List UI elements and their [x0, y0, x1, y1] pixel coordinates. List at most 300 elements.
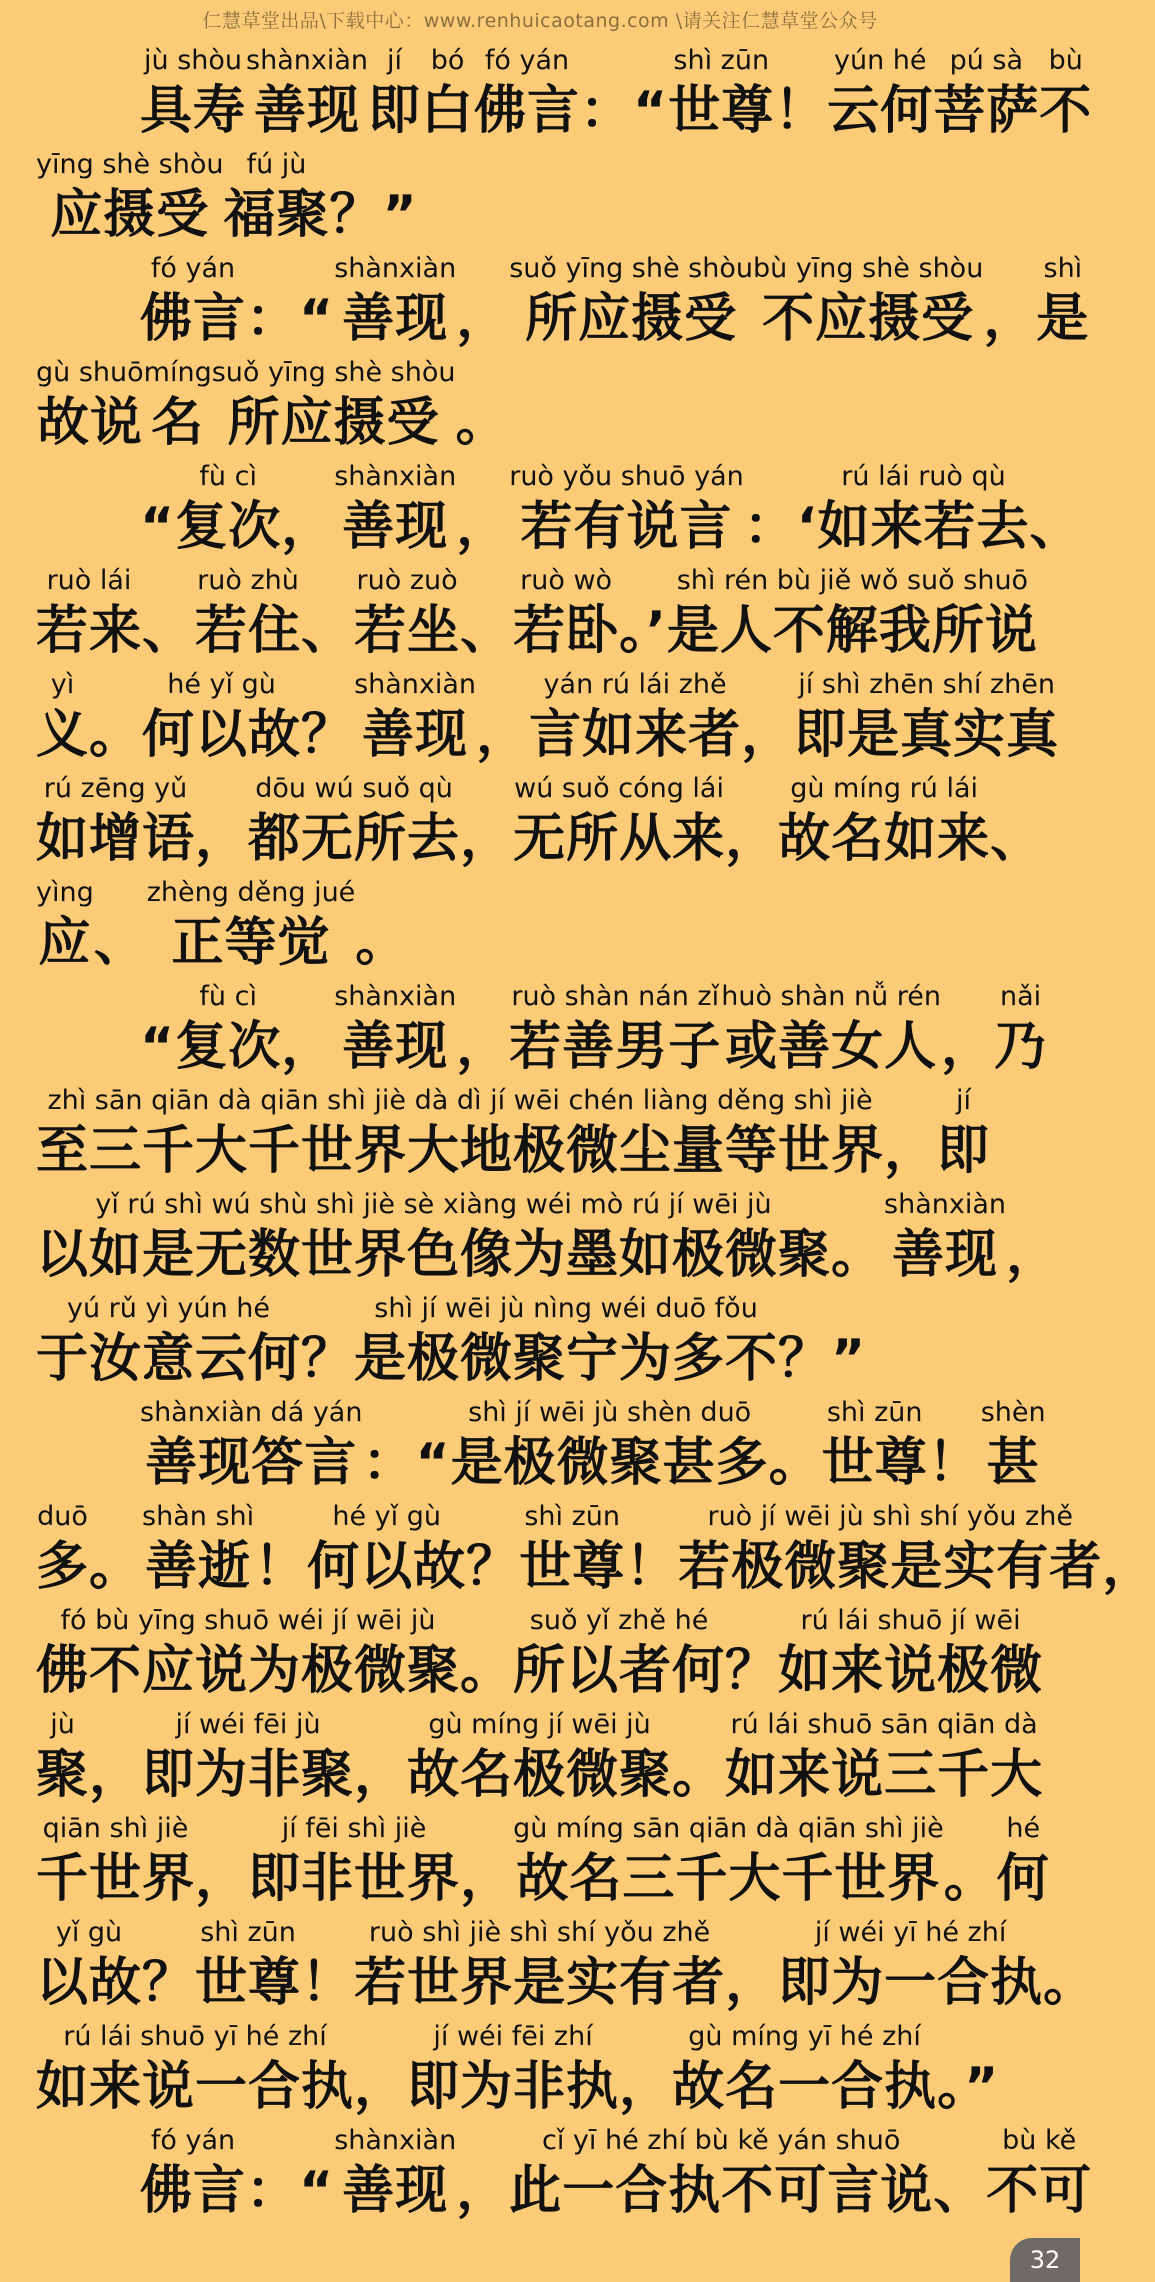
ruby-group — [1006, 1190, 1059, 1290]
text-line — [36, 2022, 1046, 2126]
pinyin — [625, 1502, 678, 1532]
hanzi: 何以故 — [307, 1537, 467, 1597]
text-line — [36, 774, 1046, 878]
ruby-group — [983, 254, 1036, 354]
ruby-group — [941, 982, 994, 1082]
ruby-group — [625, 1502, 678, 1602]
pinyin: rú lái shuō sān qiān dà — [730, 1709, 1038, 1740]
ruby-group — [474, 46, 580, 146]
page-header: 仁慧草堂出品\下载中心：www.renhuicaotang.com \请关注仁慧草堂公众号 — [202, 10, 878, 32]
pinyin — [142, 566, 195, 596]
hanzi: 应摄受 — [50, 185, 210, 245]
ruby-group — [36, 774, 195, 874]
pinyin — [933, 2126, 986, 2156]
ruby-group — [619, 566, 667, 666]
hanzi: “ — [140, 1017, 176, 1077]
pinyin — [778, 1294, 866, 1324]
ruby-group — [36, 1502, 89, 1602]
pinyin: fó yán — [484, 45, 570, 76]
pinyin: shànxiàn — [884, 1189, 1007, 1220]
pinyin — [140, 982, 175, 1012]
hanzi: 如增语 — [36, 809, 196, 869]
pinyin — [990, 774, 1043, 804]
ruby-group — [725, 1710, 1043, 1810]
text-line — [36, 1398, 1046, 1502]
hanzi: ， — [281, 1017, 335, 1077]
pinyin: suǒ yīng shè shòu — [509, 253, 753, 284]
pinyin — [725, 774, 778, 804]
hanzi: ：“ — [246, 2161, 335, 2221]
pinyin — [89, 1710, 142, 1740]
hanzi: ， — [89, 1745, 143, 1805]
pinyin: zhèng děng jué — [146, 877, 356, 908]
hanzi: 若有说言 — [520, 497, 733, 557]
ruby-group — [301, 1294, 354, 1394]
pinyin: gù míng sān qiān dà qiān shì jiè — [513, 1813, 944, 1844]
hanzi: 、 — [1029, 497, 1083, 557]
pinyin: gù shuō — [36, 357, 144, 388]
ruby-group — [509, 462, 744, 562]
ruby-group — [466, 1502, 519, 1602]
pinyin — [254, 1502, 307, 1532]
pinyin: duō — [37, 1501, 88, 1532]
ruby-group — [301, 670, 354, 770]
hanzi: 故说 — [36, 393, 143, 453]
pinyin: ruò lái — [46, 565, 132, 596]
pinyin — [460, 774, 513, 804]
pinyin — [1043, 1918, 1096, 1948]
hanzi: ， — [1006, 1225, 1060, 1285]
hanzi: 、 — [933, 2161, 987, 2221]
hanzi: 甚 — [986, 1433, 1040, 1493]
ruby-group — [94, 878, 147, 978]
pinyin — [1030, 462, 1083, 492]
pinyin — [362, 1398, 450, 1428]
ruby-group — [721, 982, 941, 1082]
pinyin — [89, 670, 142, 700]
pinyin: shàn shì — [142, 1501, 255, 1532]
ruby-group — [580, 46, 668, 146]
ruby-group — [778, 1606, 1043, 1706]
pinyin: jí fēi shì jiè — [281, 1813, 427, 1844]
pinyin — [672, 1710, 725, 1740]
ruby-group — [1043, 1918, 1096, 2018]
ruby-group — [195, 566, 301, 666]
pinyin: shànxiàn — [354, 669, 477, 700]
ruby-group — [281, 982, 334, 1082]
pinyin — [246, 2126, 334, 2156]
hanzi: ， — [281, 497, 335, 557]
ruby-group — [672, 1710, 725, 1810]
ruby-group — [1039, 46, 1092, 146]
pinyin — [774, 46, 827, 76]
hanzi: 是 — [1036, 289, 1090, 349]
ruby-group — [142, 1502, 254, 1602]
pinyin — [301, 566, 354, 596]
ruby-group — [1102, 1502, 1155, 1602]
hanzi: 善现 — [362, 705, 469, 765]
hanzi: ？ — [466, 1537, 520, 1597]
ruby-group — [36, 1918, 142, 2018]
ruby-group — [884, 1086, 937, 1186]
pinyin: shànxiàn dá yán — [140, 1397, 363, 1428]
pinyin: jí wéi fēi jù — [175, 1709, 321, 1740]
hanzi: 若善男子 — [509, 1017, 722, 1077]
pinyin: hé — [1006, 1813, 1041, 1844]
ruby-group — [456, 254, 509, 354]
hanzi: ！ — [927, 1433, 981, 1493]
hanzi: 以如是无数世界色像为墨如极微聚 — [36, 1225, 832, 1285]
hanzi: 此一合执不可言说 — [509, 2161, 934, 2221]
pinyin: suǒ yīng shè shòu — [211, 357, 456, 388]
pinyin: shì zūn — [200, 1917, 296, 1948]
pinyin: shèn — [980, 1397, 1046, 1428]
text-line — [36, 1086, 1046, 1190]
ruby-group — [668, 46, 774, 146]
hanzi: 故名一合执 — [672, 2057, 938, 2117]
hanzi: 所应摄受 — [525, 289, 738, 349]
hanzi: 千世界 — [36, 1849, 196, 1909]
hanzi: 如来说一合执 — [36, 2057, 355, 2117]
ruby-group — [884, 1190, 1006, 1290]
hanzi: 善现 — [254, 81, 361, 141]
pinyin: zhì sān qiān dà qiān shì jiè dà dì jí wēi chén liàng děng shì jiè — [47, 1085, 873, 1116]
pinyin — [884, 1086, 937, 1116]
pinyin: shì jí wēi jù nìng wéi duō fǒu — [374, 1293, 758, 1324]
ruby-group — [36, 566, 142, 666]
ruby-group — [281, 462, 334, 562]
ruby-group — [407, 2022, 619, 2122]
ruby-group — [246, 46, 368, 146]
pinyin: míng — [143, 357, 212, 388]
ruby-group — [513, 1606, 725, 1706]
hanzi: 。 — [943, 1849, 997, 1909]
hanzi: ， — [619, 2057, 673, 2117]
ruby-group — [981, 1398, 1046, 1498]
pinyin: cǐ yī hé zhí bù kě yán shuō — [542, 2125, 901, 2156]
ruby-group — [140, 1398, 362, 1498]
ruby-group — [460, 566, 513, 666]
ruby-group — [307, 1502, 466, 1602]
ruby-group — [142, 1918, 195, 2018]
ruby-group — [937, 1086, 990, 1186]
pinyin: jí shì zhēn shí zhēn — [798, 669, 1055, 700]
pinyin: yún hé — [834, 45, 927, 76]
ruby-group — [36, 2022, 354, 2122]
hanzi: 复次 — [175, 497, 282, 557]
hanzi: 若卧 — [513, 601, 620, 661]
ruby-group — [301, 1918, 354, 2018]
ruby-group — [619, 2022, 672, 2122]
hanzi: 世尊 — [519, 1537, 626, 1597]
hanzi: 如来说三千大 — [725, 1745, 1044, 1805]
ruby-group — [195, 774, 248, 874]
ruby-group — [741, 670, 794, 770]
pinyin — [140, 462, 175, 492]
pinyin — [460, 1814, 513, 1844]
pinyin: yǐ rú shì wú shù shì jiè sè xiàng wéi mò rú jí wēi jù — [95, 1189, 772, 1220]
pinyin — [301, 1294, 354, 1324]
ruby-group — [822, 1398, 928, 1498]
ruby-group — [928, 1398, 981, 1498]
pinyin — [944, 1814, 997, 1844]
hanzi: 或善女人 — [725, 1017, 938, 1077]
ruby-group — [725, 1606, 778, 1706]
hanzi: ：“ — [362, 1433, 451, 1493]
text-line — [36, 45, 1093, 150]
hanzi: 、 — [990, 809, 1044, 869]
ruby-group — [144, 358, 212, 458]
pinyin: gù míng jí wēi jù — [428, 1709, 651, 1740]
hanzi: 于汝意云何 — [36, 1329, 302, 1389]
text-line — [36, 358, 1046, 462]
hanzi: ， — [456, 497, 510, 557]
ruby-group — [827, 46, 933, 146]
pinyin: shànxiàn — [334, 253, 457, 284]
text-line — [36, 878, 1046, 982]
pinyin: shì zūn — [524, 1501, 621, 1532]
hanzi: ：“ — [580, 81, 669, 141]
hanzi: ， — [476, 705, 530, 765]
hanzi: 以故 — [36, 1953, 143, 2013]
pinyin — [456, 982, 509, 1012]
hanzi: 世尊 — [195, 1953, 302, 2013]
ruby-group — [195, 1814, 248, 1914]
pinyin — [466, 1502, 519, 1532]
ruby-group — [354, 1918, 725, 2018]
ruby-group — [362, 1398, 450, 1498]
ruby-group — [301, 566, 354, 666]
ruby-group — [36, 878, 94, 978]
hanzi: 、 — [460, 601, 514, 661]
hanzi: 乃 — [994, 1017, 1048, 1077]
hanzi: ， — [725, 809, 779, 869]
ruby-group — [456, 982, 509, 1082]
hanzi: 何 — [996, 1849, 1050, 1909]
pinyin — [725, 1606, 778, 1636]
pinyin: shì rén bù jiě wǒ suǒ shuō — [676, 565, 1029, 596]
hanzi: 若坐 — [354, 601, 461, 661]
pinyin: yīng shè shòu — [36, 149, 224, 180]
pinyin: jù shòu — [144, 45, 243, 76]
ruby-group — [774, 46, 827, 146]
hanzi: 至三千大千世界大地极微尘量等世界 — [36, 1121, 885, 1181]
hanzi: 若世界是实有者 — [354, 1953, 726, 2013]
pinyin: shànxiàn — [334, 981, 457, 1012]
hanzi: 佛言 — [140, 289, 247, 349]
pinyin — [619, 2022, 672, 2052]
pinyin: jí — [956, 1085, 972, 1116]
ruby-group — [509, 982, 721, 1082]
hanzi: 如来说极微 — [778, 1641, 1044, 1701]
pinyin — [456, 462, 509, 492]
text-line — [36, 1294, 1046, 1398]
ruby-group — [140, 2126, 246, 2226]
hanzi: 何以故 — [142, 705, 302, 765]
hanzi: ？ — [142, 1953, 196, 2013]
ruby-group — [997, 1814, 1050, 1914]
ruby-group — [36, 1086, 884, 1186]
ruby-group — [355, 878, 408, 978]
pinyin: rú zēng yǔ — [43, 773, 188, 804]
ruby-group — [36, 1606, 460, 1706]
ruby-group — [368, 46, 421, 146]
hanzi: 。 — [89, 1537, 143, 1597]
hanzi: 。 — [672, 1745, 726, 1805]
pinyin: fú jù — [246, 149, 307, 180]
pinyin: nǎi — [999, 981, 1042, 1012]
hanzi: 云何 — [827, 81, 934, 141]
ruby-group — [937, 2022, 999, 2122]
hanzi: 应 — [38, 913, 92, 973]
text-line — [36, 1189, 1060, 1294]
ruby-group — [89, 1710, 142, 1810]
ruby-group — [451, 1398, 769, 1498]
hanzi: 。 — [89, 705, 143, 765]
ruby-group — [334, 462, 456, 562]
pinyin: ruò jí wēi jù shì shí yǒu zhě — [707, 1501, 1073, 1532]
hanzi: 若住 — [195, 601, 302, 661]
hanzi: 。” — [937, 2057, 1000, 2117]
ruby-group — [1030, 462, 1083, 562]
hanzi: 故名极微聚 — [407, 1745, 673, 1805]
ruby-group — [334, 254, 456, 354]
ruby-group — [224, 150, 330, 250]
pinyin — [330, 150, 418, 180]
text-line — [36, 150, 1046, 254]
ruby-group — [36, 1294, 301, 1394]
ruby-group — [778, 774, 990, 874]
ruby-group — [933, 2126, 986, 2226]
ruby-group — [725, 1918, 778, 2018]
ruby-group — [513, 566, 619, 666]
ruby-group — [509, 254, 753, 354]
pinyin — [580, 46, 668, 76]
pinyin — [476, 670, 529, 700]
hanzi: 无所从来 — [513, 809, 726, 869]
hanzi: 正等觉 — [171, 913, 331, 973]
hanzi: 。 — [355, 913, 409, 973]
pinyin: rú lái shuō jí wēi — [800, 1605, 1021, 1636]
pinyin: jí wéi yī hé zhí — [814, 1917, 1007, 1948]
hanzi: 是人不解我所说 — [666, 601, 1038, 661]
hanzi: 即是真实真 — [794, 705, 1060, 765]
hanzi: 是极微聚宁为多不 — [354, 1329, 779, 1389]
pinyin — [741, 670, 794, 700]
ruby-group — [89, 670, 142, 770]
pinyin: jí — [387, 45, 403, 76]
pinyin — [456, 358, 509, 388]
ruby-group — [175, 982, 281, 1082]
pinyin: wú suǒ cóng lái — [514, 773, 724, 804]
pinyin — [983, 254, 1036, 284]
hanzi: ， — [354, 2057, 408, 2117]
hanzi: 都无所去 — [248, 809, 461, 869]
text-line — [36, 1917, 1097, 2022]
ruby-group — [36, 150, 224, 250]
ruby-group — [990, 774, 1043, 874]
pinyin: bó — [430, 45, 465, 76]
pinyin: gù míng rú lái — [790, 773, 979, 804]
ruby-group — [818, 462, 1030, 562]
pinyin: hé yǐ gù — [167, 669, 276, 700]
ruby-group — [460, 774, 513, 874]
pinyin — [195, 774, 248, 804]
page-number: 32 — [1010, 2238, 1080, 2282]
hanzi: 即 — [368, 81, 422, 141]
ruby-group — [140, 46, 246, 146]
hanzi: 所应摄受 — [227, 393, 440, 453]
pinyin: hé yǐ gù — [332, 1501, 441, 1532]
hanzi: 多 — [36, 1537, 90, 1597]
ruby-group — [354, 566, 460, 666]
hanzi: 、 — [301, 601, 355, 661]
hanzi: 菩萨 — [933, 81, 1040, 141]
ruby-group — [944, 1814, 997, 1914]
ruby-group — [36, 1190, 831, 1290]
ruby-group — [195, 1918, 301, 2018]
hanzi: 、 — [93, 913, 147, 973]
text-line — [36, 461, 1083, 566]
ruby-group — [246, 254, 334, 354]
ruby-group — [334, 2126, 456, 2226]
hanzi: 即 — [937, 1121, 991, 1181]
hanzi: 是极微聚甚多 — [450, 1433, 769, 1493]
hanzi: 。 — [831, 1225, 885, 1285]
pinyin: bù kě — [1002, 2125, 1077, 2156]
hanzi: 不可 — [986, 2161, 1093, 2221]
ruby-group — [460, 1814, 513, 1914]
hanzi: 福聚 — [223, 185, 330, 245]
ruby-group — [753, 254, 983, 354]
hanzi: 义 — [36, 705, 90, 765]
pinyin — [619, 566, 667, 596]
ruby-group — [769, 1398, 822, 1498]
hanzi: 佛言 — [140, 2161, 247, 2221]
pinyin: dōu wú suǒ qù — [255, 773, 453, 804]
ruby-group — [725, 774, 778, 874]
ruby-group — [142, 566, 195, 666]
hanzi: 。 — [1043, 1953, 1097, 2013]
pinyin: shànxiàn — [246, 45, 368, 76]
pinyin: fù cì — [199, 981, 257, 1012]
hanzi: ， — [941, 1017, 995, 1077]
hanzi: ！ — [301, 1953, 355, 2013]
pinyin: ruò wò — [520, 565, 613, 596]
hanzi: 即非世界 — [248, 1849, 461, 1909]
text-line — [36, 1606, 1046, 1710]
hanzi: ？” — [778, 1329, 867, 1389]
hanzi: 。 — [460, 1641, 514, 1701]
text-line — [36, 1501, 1155, 1606]
ruby-group — [354, 2022, 407, 2122]
ruby-group — [778, 1918, 1043, 2018]
pinyin — [246, 254, 334, 284]
ruby-group — [354, 1710, 407, 1810]
pinyin — [937, 2022, 999, 2052]
ruby-group — [330, 150, 418, 250]
ruby-group — [354, 1294, 778, 1394]
hanzi: ！ — [625, 1537, 679, 1597]
pinyin: bù yīng shè shòu — [752, 253, 984, 284]
pinyin: yán rú lái zhě — [543, 669, 727, 700]
hanzi: ， — [460, 809, 514, 869]
hanzi: ， — [456, 1017, 510, 1077]
hanzi: 世尊 — [821, 1433, 928, 1493]
pinyin — [281, 982, 334, 1012]
ruby-group — [89, 1502, 142, 1602]
ruby-group — [529, 670, 741, 770]
